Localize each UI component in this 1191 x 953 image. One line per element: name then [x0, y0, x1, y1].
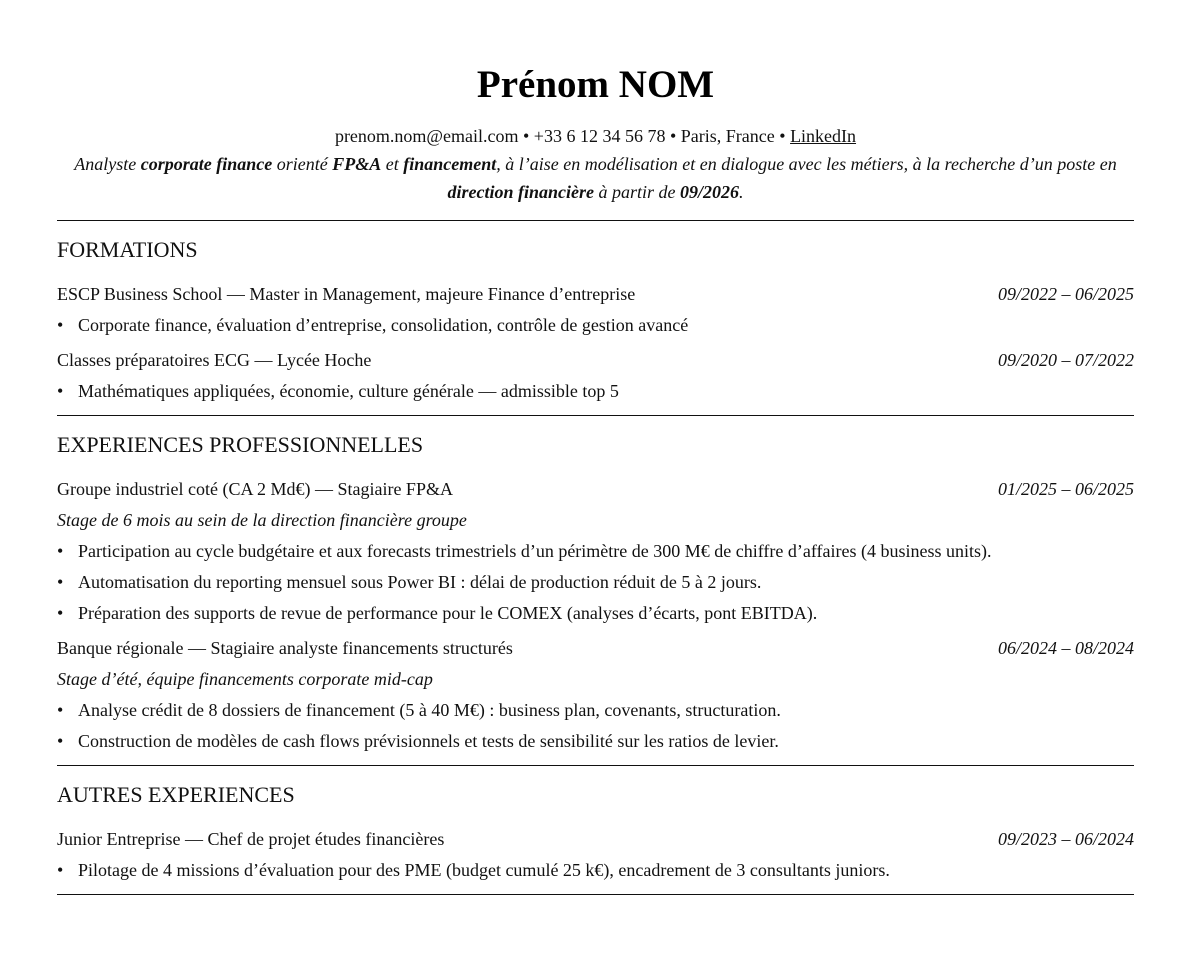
- linkedin-link[interactable]: LinkedIn: [790, 126, 857, 146]
- cv-header: [0, 0, 1191, 206]
- bullet-item: • Pilotage de 4 missions d’évaluation pour des PME (budget cumulé 25 k€), encadrement de 3 consultants juniors.: [57, 860, 890, 880]
- bullet-icon: •: [57, 381, 64, 401]
- entry-subtitle: Stage de 6 mois au sein de la direction financière groupe: [57, 510, 467, 530]
- formation-entry: [57, 283, 1134, 336]
- section-divider: [57, 894, 1134, 895]
- formation-entry: [57, 349, 1134, 402]
- bullet-list: [57, 314, 1134, 336]
- bullet-icon: •: [57, 315, 64, 335]
- bullet-item: • Participation au cycle budgétaire et aux forecasts trimestriels d’un périmètre de 300 M€ de chiffre d’affaires (4 business units).: [57, 541, 992, 561]
- bullet-list: [57, 859, 1134, 881]
- bullet-list: [57, 699, 1134, 752]
- bullet-icon: •: [57, 860, 64, 880]
- bullet-list: [57, 380, 1134, 402]
- contact-line: [0, 125, 1191, 147]
- entry-subtitle: Stage d’été, équipe financements corporate mid-cap: [57, 669, 433, 689]
- entry-title: ESCP Business School — Master in Management, majeure Finance d’entreprise: [57, 284, 636, 304]
- section-formations: [57, 221, 1134, 402]
- experience-entry: [57, 637, 1134, 752]
- entry-title: Junior Entreprise — Chef de projet études financières: [57, 829, 445, 849]
- bullet-icon: •: [57, 603, 64, 623]
- bullet-list: [57, 540, 1134, 624]
- email: prenom.nom@email.com: [334, 126, 519, 146]
- bullet-item: • Analyse crédit de 8 dossiers de financement (5 à 40 M€) : business plan, covenants, structuration.: [57, 700, 781, 720]
- experience-entry: [57, 478, 1134, 624]
- bullet-icon: •: [57, 572, 64, 592]
- section-title: EXPERIENCES PROFESSIONNELLES: [57, 432, 424, 457]
- section-experiences: [57, 416, 1134, 752]
- bullet-item: • Préparation des supports de revue de performance pour le COMEX (analyses d’écarts, pont EBITDA).: [57, 603, 818, 623]
- bullet-icon: •: [57, 700, 64, 720]
- bullet-item: • Automatisation du reporting mensuel sous Power BI : délai de production réduit de 5 à 2 jours.: [57, 572, 762, 592]
- phone: +33 6 12 34 56 78: [533, 126, 666, 146]
- other-experience-entry: [57, 828, 1134, 881]
- entry-date: 09/2020 – 07/2022: [997, 350, 1134, 370]
- bullet-item: • Construction de modèles de cash flows prévisionnels et tests de sensibilité sur les ratios de levier.: [57, 731, 779, 751]
- entry-date: 06/2024 – 08/2024: [997, 638, 1134, 658]
- entry-title: Banque régionale — Stagiaire analyste financements structurés: [57, 638, 513, 658]
- section-title: AUTRES EXPERIENCES: [57, 782, 295, 807]
- cv-body: [57, 220, 1134, 895]
- profile-summary: Analyste corporate finance orienté FP&A et financement, à l’aise en modélisation et en dialogue avec les métiers, à la recherche d’un poste en direction financière à partir de 09/2026.: [74, 154, 1117, 202]
- entry-date: 09/2022 – 06/2025: [997, 284, 1134, 304]
- separator: •: [522, 126, 530, 146]
- location: Paris, France: [680, 126, 775, 146]
- entry-date: 09/2023 – 06/2024: [997, 829, 1134, 849]
- candidate-name: Prénom NOM: [476, 63, 715, 106]
- bullet-item: • Mathématiques appliquées, économie, culture générale — admissible top 5: [57, 381, 619, 401]
- section-autres: [57, 766, 1134, 881]
- bullet-item: • Corporate finance, évaluation d’entreprise, consolidation, contrôle de gestion avancé: [57, 315, 689, 335]
- entry-date: 01/2025 – 06/2025: [997, 479, 1134, 499]
- bullet-icon: •: [57, 541, 64, 561]
- bullet-icon: •: [57, 731, 64, 751]
- entry-title: Groupe industriel coté (CA 2 Md€) — Stagiaire FP&A: [57, 479, 453, 499]
- separator: •: [669, 126, 677, 146]
- section-title: FORMATIONS: [57, 237, 198, 262]
- separator: •: [779, 126, 786, 146]
- entry-title: Classes préparatoires ECG — Lycée Hoche: [57, 350, 372, 370]
